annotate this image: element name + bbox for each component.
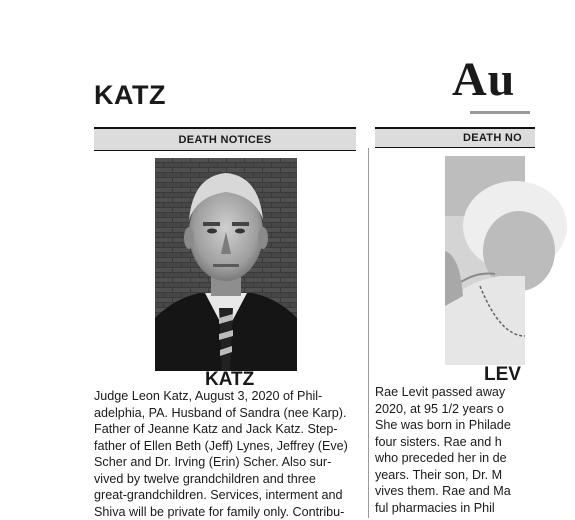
section-header-right: DEATH NO xyxy=(375,127,535,148)
levit-notice-line: years. Their son, Dr. M xyxy=(375,467,575,484)
katz-notice-line: Father of Jeanne Katz and Jack Katz. Step- xyxy=(94,421,356,438)
katz-notice-line: Shiva will be private for family only. Contribu- xyxy=(94,504,356,520)
levit-photo-caption: LEV xyxy=(484,364,521,386)
levit-notice-text xyxy=(375,384,575,516)
levit-notice-line: She was born in Philade xyxy=(375,417,575,434)
section-header-left: DEATH NOTICES xyxy=(94,127,356,151)
levit-notice-line: who preceded her in de xyxy=(375,450,575,467)
masthead-title: Au xyxy=(452,56,515,104)
levit-notice-line: vives them. Rae and Ma xyxy=(375,483,575,500)
page-heading: KATZ xyxy=(94,80,166,111)
katz-notice-line: father of Ellen Beth (Jeff) Lynes, Jeffrey (Eve) xyxy=(94,438,356,455)
katz-portrait-photo xyxy=(155,158,297,371)
levit-notice-line: four sisters. Rae and h xyxy=(375,434,575,451)
katz-notice-line: Scher and Dr. Irving (Erin) Scher. Also sur- xyxy=(94,454,356,471)
masthead-underline xyxy=(470,111,530,114)
levit-notice-line: ful pharmacies in Phil xyxy=(375,500,575,517)
levit-notice-line: Rae Levit passed away xyxy=(375,384,575,401)
katz-notice-line: Judge Leon Katz, August 3, 2020 of Phil- xyxy=(94,388,356,405)
column-divider xyxy=(368,148,369,518)
levit-notice-line: 2020, at 95 1/2 years o xyxy=(375,401,575,418)
katz-photo-caption: KATZ xyxy=(205,369,254,391)
katz-notice-line: vived by twelve grandchildren and three xyxy=(94,471,356,488)
katz-notice-line: adelphia, PA. Husband of Sandra (nee Karp). xyxy=(94,405,356,422)
levit-portrait-photo xyxy=(445,156,525,365)
katz-notice-text xyxy=(94,388,356,520)
katz-notice-line: great-grandchildren. Services, interment and xyxy=(94,487,356,504)
